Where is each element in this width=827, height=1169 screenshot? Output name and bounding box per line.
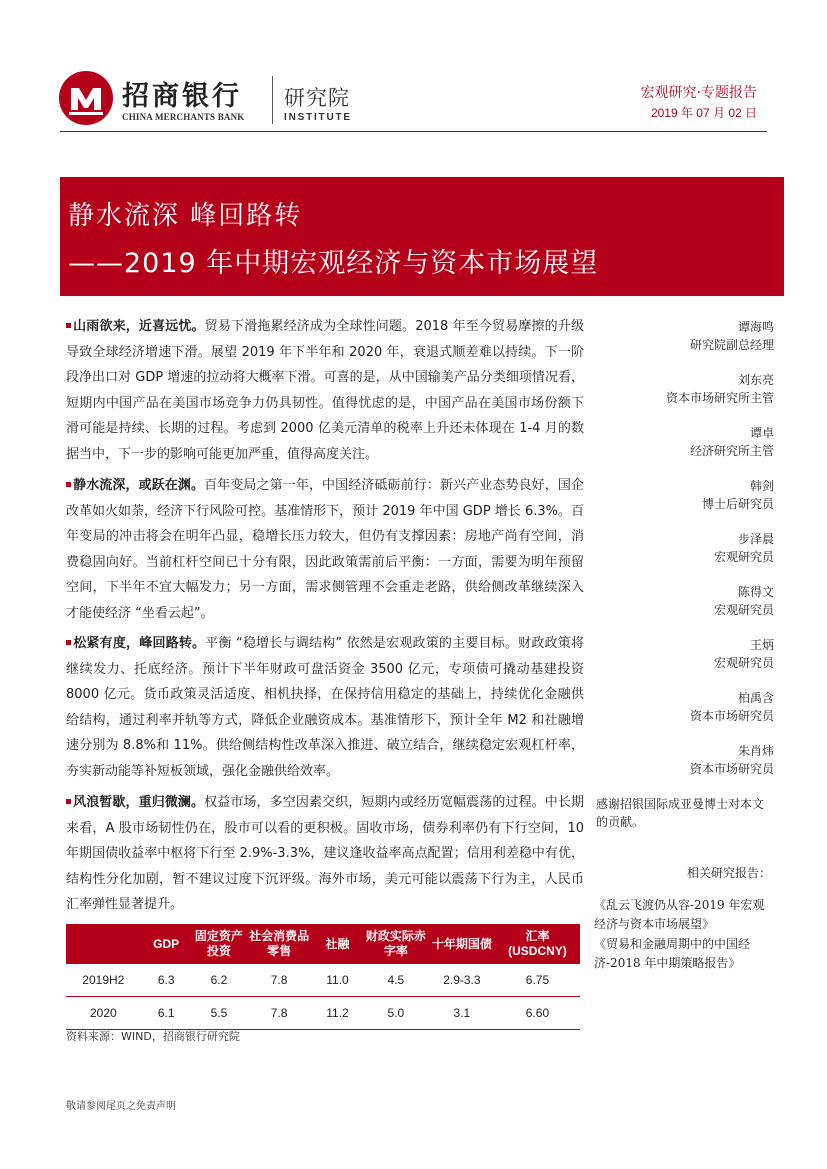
table-header-row bbox=[66, 924, 580, 964]
author-title: 资本市场研究所主管 bbox=[665, 391, 774, 405]
logo-text-en: CHINA MERCHANTS BANK bbox=[122, 112, 245, 122]
author-entry bbox=[600, 583, 774, 636]
author-name: 谭海鸣 bbox=[737, 320, 774, 334]
table-cell: 7.8 bbox=[246, 964, 312, 997]
cmb-logo-icon bbox=[58, 70, 114, 126]
author-entry bbox=[600, 636, 774, 689]
author-title: 博士后研究员 bbox=[701, 497, 774, 511]
table-source: 资料来源：WIND，招商银行研究院 bbox=[66, 1030, 240, 1043]
table-cell: 6.75 bbox=[495, 964, 580, 997]
related-report-link[interactable]: 《贸易和金融周期中的中国经济-2018 年中期策略报告》 bbox=[594, 937, 751, 970]
bullet-square-icon bbox=[66, 799, 71, 804]
institute-name-en: INSTITUTE bbox=[284, 112, 352, 123]
table-cell: 11.2 bbox=[312, 997, 363, 1030]
author-title: 宏观研究员 bbox=[713, 656, 774, 670]
report-type: 宏观研究·专题报告 bbox=[640, 85, 757, 101]
table-cell: 2020 bbox=[66, 997, 141, 1030]
table-cell: 11.0 bbox=[312, 964, 363, 997]
author-entry bbox=[600, 371, 774, 424]
bullet-square-icon bbox=[66, 640, 71, 645]
table-cell: 2.9-3.3 bbox=[429, 964, 495, 997]
header-divider bbox=[60, 131, 767, 132]
related-reports-title: 相关研究报告： bbox=[686, 866, 771, 880]
author-name: 步泽晨 bbox=[737, 532, 774, 546]
summary-paragraph bbox=[66, 790, 584, 918]
table-header-cell bbox=[66, 924, 141, 964]
author-name: 刘东亮 bbox=[737, 373, 774, 387]
forecast-table bbox=[66, 924, 580, 1030]
author-title: 宏观研究员 bbox=[713, 550, 774, 564]
author-entry bbox=[600, 530, 774, 583]
author-entry bbox=[600, 477, 774, 530]
logo-text-cn: 招商银行 bbox=[122, 81, 242, 112]
institute-logo bbox=[58, 70, 358, 130]
report-subtitle: ——2019 年中期宏观经济与资本市场展望 bbox=[68, 248, 599, 279]
paragraph-lead: 松紧有度，峰回路转。 bbox=[73, 636, 206, 651]
table-cell: 6.3 bbox=[141, 964, 192, 997]
author-name: 朱肖炜 bbox=[737, 744, 774, 758]
report-date: 2019 年 07 月 02 日 bbox=[650, 106, 757, 120]
table-cell: 6.60 bbox=[495, 997, 580, 1030]
author-title: 经济研究所主管 bbox=[689, 444, 774, 458]
summary-paragraph bbox=[66, 631, 584, 784]
paragraph-lead: 山雨欲来，近喜远忧。 bbox=[73, 319, 205, 334]
acknowledgement: 感谢招银国际成亚曼博士对本文的贡献。 bbox=[596, 797, 765, 829]
author-list bbox=[600, 318, 774, 795]
author-name: 谭卓 bbox=[749, 426, 774, 440]
bullet-square-icon bbox=[66, 482, 71, 487]
table-header-cell: 财政实际赤字率 bbox=[363, 924, 429, 964]
table-header-cell: 固定资产投资 bbox=[192, 924, 246, 964]
table-cell: 2019H2 bbox=[66, 964, 141, 997]
author-name: 王炳 bbox=[749, 638, 774, 652]
author-name: 柏禹含 bbox=[737, 691, 774, 705]
author-entry bbox=[600, 689, 774, 742]
disclaimer-note: 敬请参阅尾页之免责声明 bbox=[66, 1101, 176, 1112]
author-title: 研究院副总经理 bbox=[689, 338, 774, 352]
author-entry bbox=[600, 424, 774, 477]
table-cell: 5.5 bbox=[192, 997, 246, 1030]
table-header-cell: 汇率(USDCNY) bbox=[495, 924, 580, 964]
logo-divider bbox=[272, 76, 273, 124]
paragraph-body: 贸易下滑拖累经济成为全球性问题。2018 年至今贸易摩擦的升级导致全球经济增速下滑。展望 2019 年下半年和 2020 年，衰退式顺差难以持续。下一阶段净出口对 GDP 增速的拉动将大概率下滑。可喜的是，从中国输美产品分类细项情况看，短期内中国产品在美国市场竞争力仍具韧性。值得忧虑的是，中国产品在美国市场份额下滑可能是持续、长期的过程。考虑到 2000 亿美元清单的税率上升还未体现在 1-4 月的数据当中，下一步的影响可能更加严重，值得高度关注。 bbox=[66, 319, 584, 462]
author-name: 陈得文 bbox=[737, 585, 774, 599]
table-header-cell: GDP bbox=[141, 924, 192, 964]
paragraph-body: 平衡 “稳增长与调结构” 依然是宏观政策的主要目标。财政政策将继续发力、托底经济。预计下半年财政可盘活资金 3500 亿元，专项债可撬动基建投资 8000 亿元。货币政策灵活适度、相机抉择，在保持信用稳定的基础上，持续优化金融供给结构，通过利率并轨等方式，降低企业融资成本。基准情形下，预计全年 M2 和社融增速分别为 8.8%和 11%。供给侧结构性改革深入推进、破立结合，继续稳定宏观杠杆率，夯实新动能等补短板领域，强化金融供给效率。 bbox=[66, 636, 584, 779]
related-report-link[interactable]: 《乱云飞渡仍从容-2019 年宏观经济与资本市场展望》 bbox=[594, 898, 765, 931]
summary-paragraph bbox=[66, 314, 584, 467]
table-cell: 5.0 bbox=[363, 997, 429, 1030]
author-name: 韩剑 bbox=[749, 479, 774, 493]
table-row bbox=[66, 997, 580, 1030]
author-entry bbox=[600, 318, 774, 371]
paragraph-lead: 静水流深，或跃在渊。 bbox=[73, 478, 205, 493]
table-cell: 4.5 bbox=[363, 964, 429, 997]
author-title: 宏观研究员 bbox=[713, 603, 774, 617]
table-row bbox=[66, 964, 580, 997]
summary-paragraph bbox=[66, 473, 584, 626]
paragraph-body: 百年变局之第一年，中国经济砥砺前行：新兴产业态势良好，国企改革如火如荼，经济下行风险可控。基准情形下，预计 2019 年中国 GDP 增长 6.3%。百年变局的冲击将会在明年凸显，稳增长压力较大，但仍有支撑因素：房地产尚有空间，消费稳固向好。当前杠杆空间已十分有限，因此政策需前后平衡：一方面，需要为明年预留空间，下半年不宜大幅发力；另一方面，需求侧管理不会重走老路，供给侧改革继续深入才能使经济 “坐看云起”。 bbox=[66, 478, 584, 621]
paragraph-body: 权益市场，多空因素交织，短期内或经历宽幅震荡的过程。中长期来看，A 股市场韧性仍在，股市可以看的更积极。固收市场，债券利率仍有下行空间，10 年期国债收益率中枢将下行至 2.9%-3.3%，建议逢收益率高点配置；信用利差稳中有优，结构性分化加剧，暂不建议过度下沉评级。海外市场，美元可能以震荡下行为主，人民币汇率弹性显著提升。 bbox=[66, 795, 584, 912]
institute-name-cn: 研究院 bbox=[284, 86, 350, 110]
author-entry bbox=[600, 742, 774, 795]
table-cell: 6.2 bbox=[192, 964, 246, 997]
table-header-cell: 社会消费品零售 bbox=[246, 924, 312, 964]
paragraph-lead: 风浪暂歇，重归微澜。 bbox=[73, 795, 205, 810]
table-cell: 3.1 bbox=[429, 997, 495, 1030]
table-header-cell: 社融 bbox=[312, 924, 363, 964]
title-banner bbox=[60, 177, 784, 296]
table-cell: 7.8 bbox=[246, 997, 312, 1030]
author-title: 资本市场研究员 bbox=[689, 762, 774, 776]
table-header-cell: 十年期国债 bbox=[429, 924, 495, 964]
author-title: 资本市场研究员 bbox=[689, 709, 774, 723]
bullet-square-icon bbox=[66, 323, 71, 328]
report-title: 静水流深 峰回路转 bbox=[68, 201, 303, 231]
table-cell: 6.1 bbox=[141, 997, 192, 1030]
